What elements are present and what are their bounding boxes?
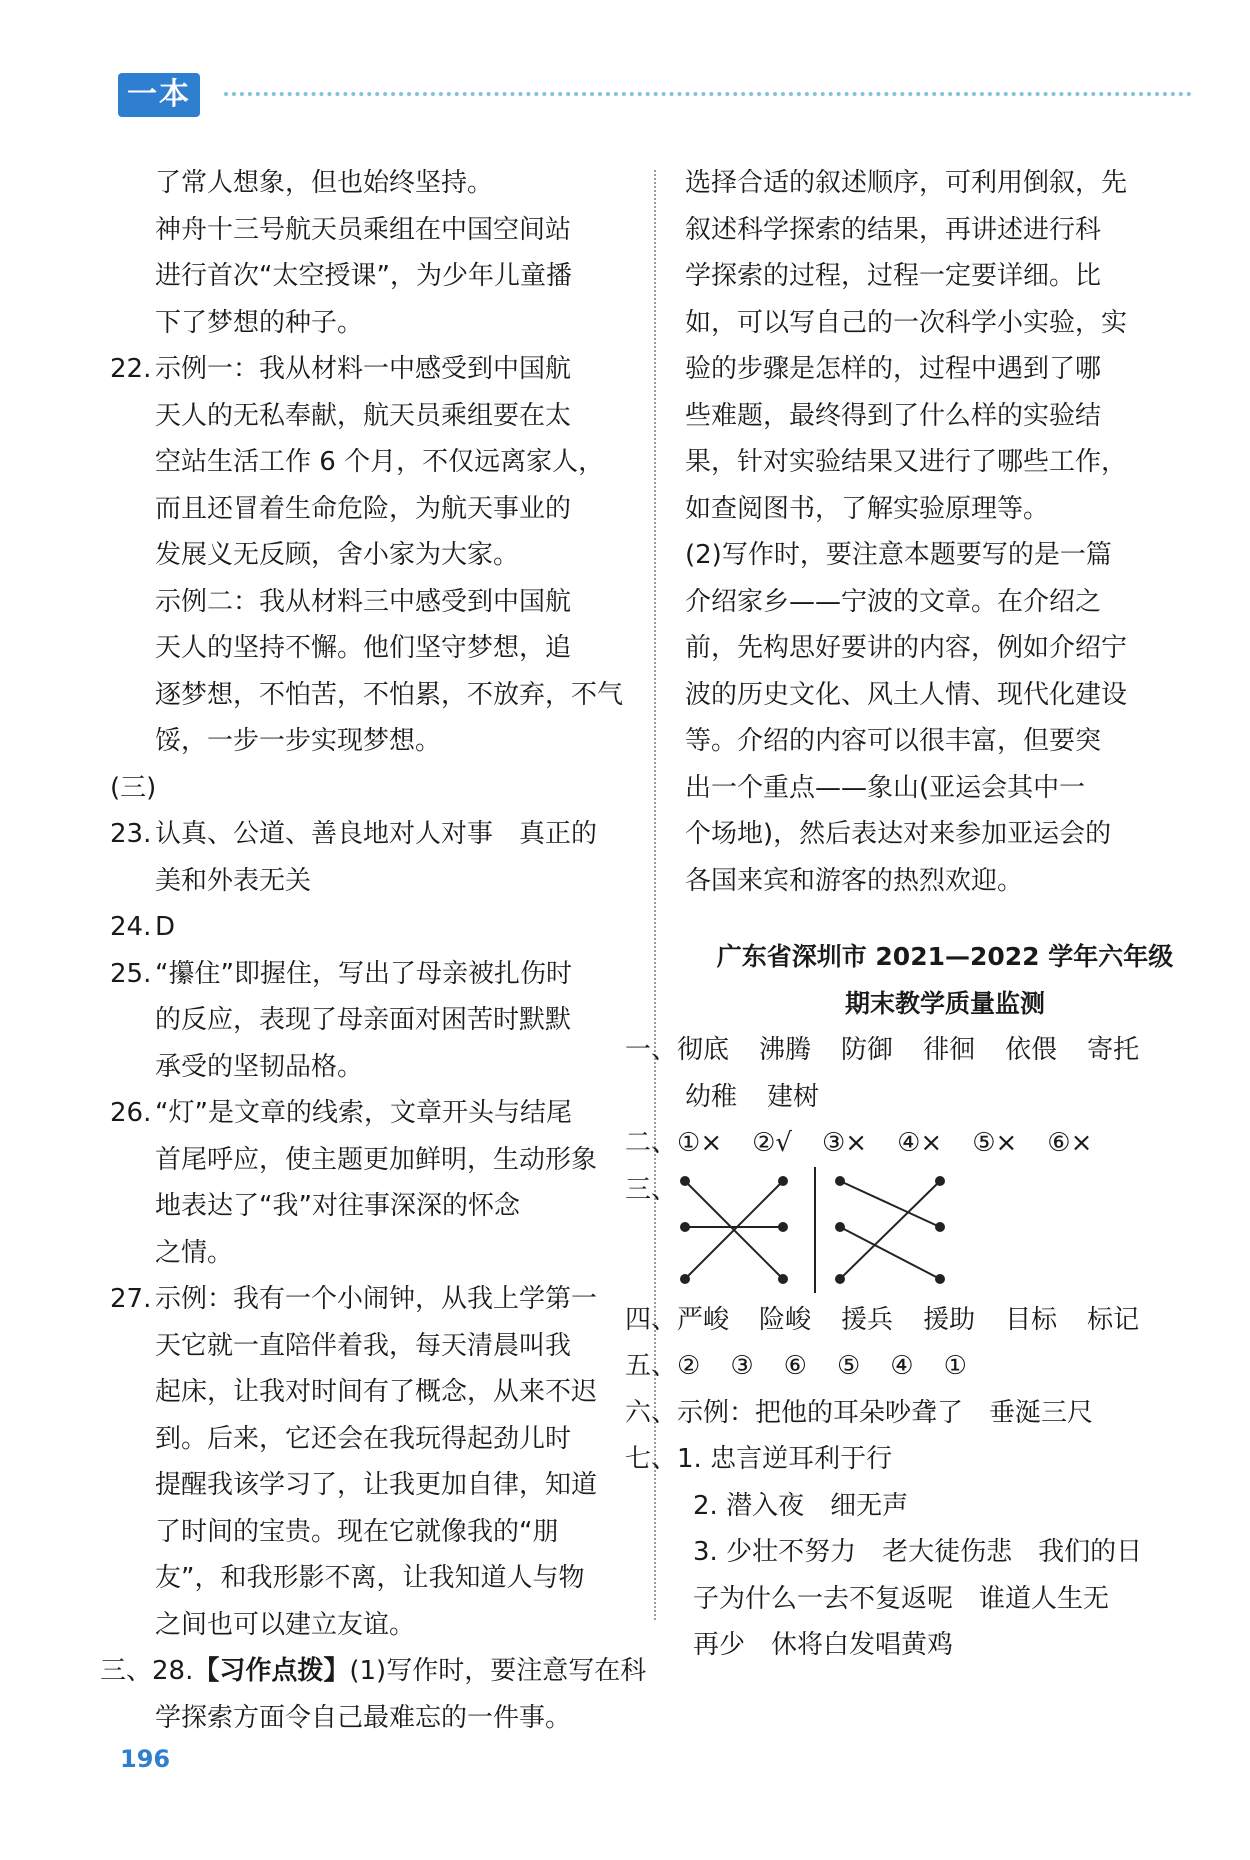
text-line xyxy=(110,1183,635,1230)
section-subtitle: 期末教学质量监测 xyxy=(844,988,1045,1018)
text-line xyxy=(110,997,635,1044)
text-line: 前，先构思好要讲的内容，例如介绍宁 xyxy=(685,633,1128,663)
answer-item: 援助 xyxy=(923,1304,976,1335)
text-line: 出一个重点——象山(亚运会其中一 xyxy=(685,772,1086,803)
line-text: (1)写作时，要注意写在科 xyxy=(349,1656,647,1686)
text-line: 个场地)，然后表达对来参加亚运会的 xyxy=(685,819,1112,849)
text-line xyxy=(110,718,635,765)
answer-item: 援兵 xyxy=(841,1304,894,1335)
answer-item: ③ xyxy=(730,1351,754,1381)
header-dotted-rule xyxy=(224,92,1192,96)
text-line xyxy=(110,1369,635,1416)
line-text: “攥住”即握住，写出了母亲被扎伤时 xyxy=(155,958,572,989)
text-line: 些难题，最终得到了什么样的实验结 xyxy=(685,400,1102,431)
answer-item: 徘徊 xyxy=(923,1035,976,1065)
text-line xyxy=(110,300,635,347)
answer-q7-3-cont: 子为什么一去不复返呢 谁道人生无 xyxy=(693,1583,1110,1614)
text-line: 叙述科学探索的结果，再讲述进行科 xyxy=(685,214,1102,245)
text-line xyxy=(110,1323,635,1370)
answer-item: ③× xyxy=(822,1128,868,1158)
line-text: 下了梦想的种子。 xyxy=(155,307,364,338)
text-line xyxy=(110,486,635,533)
line-text: 美和外表无关 xyxy=(155,865,312,896)
question-number: 三、28. xyxy=(100,1656,194,1686)
writing-tip-label: 【习作点拨】 xyxy=(193,1656,350,1686)
logo: 一本 xyxy=(118,73,200,117)
line-text: 到。后来，它还会在我玩得起劲儿时 xyxy=(155,1423,572,1454)
text-line xyxy=(110,625,635,672)
line-text: 了时间的宝贵。现在它就像我的“朋 xyxy=(155,1516,559,1547)
answer-item: 严峻 xyxy=(677,1304,730,1335)
text-line: 验的步骤是怎样的，过程中遇到了哪 xyxy=(685,354,1102,384)
line-text: 空站生活工作 6 个月，不仅远离家人， xyxy=(155,447,605,477)
line-text: 发展义无反顾，舍小家为大家。 xyxy=(155,540,520,570)
text-line xyxy=(110,1137,635,1184)
text-line xyxy=(110,1090,635,1137)
match-line xyxy=(840,1227,940,1279)
text-line: 果，针对实验结果又进行了哪些工作， xyxy=(685,447,1128,477)
text-line xyxy=(110,579,635,626)
text-line xyxy=(110,1462,635,1509)
section-title: 广东省深圳市 2021—2022 学年六年级 xyxy=(716,942,1174,971)
question-number: 23. xyxy=(110,819,152,849)
text-line: 各国来宾和游客的热烈欢迎。 xyxy=(685,865,1024,896)
match-dot xyxy=(779,1177,787,1185)
line-text: 之情。 xyxy=(155,1237,234,1268)
answer-q4: 四、严峻 险峻 援兵 援助 目标 标记 xyxy=(625,1297,1205,1344)
text-line xyxy=(110,393,635,440)
line-text: 馁，一步一步实现梦想。 xyxy=(155,726,442,756)
text-line xyxy=(110,532,635,579)
match-dot xyxy=(936,1275,944,1283)
answer-item: 防御 xyxy=(841,1035,894,1065)
question-number: 26. xyxy=(110,1098,152,1128)
match-line xyxy=(840,1181,940,1279)
line-text: 进行首次“太空授课”，为少年儿童播 xyxy=(155,261,572,291)
match-dot xyxy=(681,1275,689,1283)
line-text: 示例：我有一个小闹钟，从我上学第一 xyxy=(155,1284,598,1314)
answer-q7-2: 2. 潜入夜 细无声 xyxy=(693,1490,909,1521)
answer-q6: 六、示例：把他的耳朵吵聋了 垂涎三尺 xyxy=(625,1397,1094,1428)
answer-item: 寄托 xyxy=(1087,1035,1140,1065)
answer-q5: 五、② ③ ⑥ ⑤ ④ ① xyxy=(625,1343,1205,1390)
answer-q1: 一、彻底 沸腾 防御 徘徊 依偎 寄托 xyxy=(625,1027,1205,1074)
answer-q7-1: 七、1. 忠言逆耳利于行 xyxy=(625,1444,893,1474)
line-text: 天它就一直陪伴着我，每天清晨叫我 xyxy=(155,1330,572,1361)
left-column xyxy=(100,160,647,1741)
match-dot xyxy=(936,1223,944,1231)
line-text: 首尾呼应，使主题更加鲜明，生动形象 xyxy=(155,1144,598,1175)
question-number: 25. xyxy=(110,958,152,989)
answer-item: 依偎 xyxy=(1005,1035,1058,1065)
line-text: 天人的无私奉献，航天员乘组要在太 xyxy=(155,400,572,431)
text-line xyxy=(110,951,635,998)
answer-item: ①× xyxy=(677,1128,723,1158)
line-text: 友”，和我形影不离，让我知道人与物 xyxy=(155,1563,585,1593)
text-line xyxy=(110,1555,635,1602)
answer-item: 沸腾 xyxy=(759,1035,812,1065)
answer-q1-cont xyxy=(685,1074,1205,1121)
answer-item: 幼稚 xyxy=(685,1081,738,1112)
line-text: 示例一：我从材料一中感受到中国航 xyxy=(155,354,572,384)
line-text: 提醒我该学习了，让我更加自律，知道 xyxy=(155,1470,598,1500)
line-text: 承受的坚韧品格。 xyxy=(155,1051,364,1082)
match-dot xyxy=(836,1177,844,1185)
answer-item: 彻底 xyxy=(677,1035,730,1065)
text-line xyxy=(110,904,635,951)
text-line xyxy=(110,1276,635,1323)
line-text: 的反应，表现了母亲面对困苦时默默 xyxy=(155,1005,572,1035)
line-text: 而且还冒着生命危险，为航天事业的 xyxy=(155,493,572,524)
matching-lines-diagram xyxy=(625,1167,985,1297)
text-line xyxy=(110,858,635,905)
text-line: 学探索方面令自己最难忘的一件事。 xyxy=(155,1702,572,1733)
line-text: “灯”是文章的线索，文章开头与结尾 xyxy=(155,1098,572,1128)
answer-item: ② xyxy=(677,1351,701,1381)
text-line: 如查阅图书，了解实验原理等。 xyxy=(685,493,1050,524)
text-line: 如，可以写自己的一次科学小实验，实 xyxy=(685,307,1128,338)
question-number: 22. xyxy=(110,354,152,384)
match-dot xyxy=(936,1177,944,1185)
text-line xyxy=(110,1416,635,1463)
answer-q2: 二、①× ②√ ③× ④× ⑤× ⑥× xyxy=(625,1120,1205,1167)
text-line xyxy=(110,811,635,858)
line-text: 了常人想象，但也始终坚持。 xyxy=(155,168,494,198)
match-dot xyxy=(779,1223,787,1231)
text-line xyxy=(110,439,635,486)
text-line xyxy=(110,1044,635,1091)
page-number: 196 xyxy=(120,1745,171,1773)
line-text: 示例二：我从材料三中感受到中国航 xyxy=(155,586,572,617)
text-line: 学探索的过程，过程一定要详细。比 xyxy=(685,261,1102,291)
line-text: D xyxy=(155,912,176,942)
line-text: 神舟十三号航天员乘组在中国空间站 xyxy=(155,214,572,245)
line-text: 起床，让我对时间有了概念，从来不迟 xyxy=(155,1377,598,1407)
line-text: (三) xyxy=(110,772,157,803)
answer-q7-3: 3. 少壮不努力 老大徒伤悲 我们的日 xyxy=(693,1537,1143,1567)
answer-item: ① xyxy=(943,1351,967,1381)
answer-item: 险峻 xyxy=(759,1304,812,1335)
text-line: 选择合适的叙述顺序，可利用倒叙，先 xyxy=(685,168,1128,198)
match-dot xyxy=(836,1275,844,1283)
answer-item: ④ xyxy=(890,1351,914,1381)
answer-item: ④× xyxy=(897,1128,943,1158)
match-dot xyxy=(779,1275,787,1283)
text-line xyxy=(110,765,635,812)
question-number: 24. xyxy=(110,912,152,942)
answer-q28 xyxy=(100,1648,647,1695)
answer-item: ⑥ xyxy=(783,1351,807,1381)
match-dot xyxy=(681,1177,689,1185)
answer-item: ②√ xyxy=(752,1128,792,1158)
line-text: 认真、公道、善良地对人对事 真正的 xyxy=(155,819,598,849)
text-line xyxy=(110,346,635,393)
text-line xyxy=(110,207,635,254)
question-number: 27. xyxy=(110,1284,152,1314)
match-dot xyxy=(836,1223,844,1231)
text-line xyxy=(110,1509,635,1556)
answer-item: 建树 xyxy=(767,1081,820,1112)
match-dot xyxy=(681,1223,689,1231)
answer-q7-3-cont2: 再少 休将白发唱黄鸡 xyxy=(693,1630,954,1660)
line-text: 地表达了“我”对往事深深的怀念 xyxy=(155,1191,520,1221)
answer-item: 目标 xyxy=(1005,1304,1058,1335)
line-text: 天人的坚持不懈。他们坚守梦想，追 xyxy=(155,633,572,663)
answer-item: ⑥× xyxy=(1047,1128,1093,1158)
answer-item: ⑤× xyxy=(972,1128,1018,1158)
text-line xyxy=(110,160,635,207)
text-line: 等。介绍的内容可以很丰富，但要突 xyxy=(685,726,1102,756)
line-text: 逐梦想，不怕苦，不怕累，不放弃，不气 xyxy=(155,679,624,710)
text-line: 介绍家乡——宁波的文章。在介绍之 xyxy=(685,586,1102,617)
text-line xyxy=(110,672,635,719)
line-text: 之间也可以建立友谊。 xyxy=(155,1609,416,1640)
text-line xyxy=(110,1230,635,1277)
text-line xyxy=(110,253,635,300)
answer-item: 标记 xyxy=(1087,1304,1140,1335)
right-column xyxy=(625,160,1205,1669)
answer-item: ⑤ xyxy=(836,1351,861,1381)
text-line: 波的历史文化、风土人情、现代化建设 xyxy=(685,679,1128,710)
text-line: (2)写作时，要注意本题要写的是一篇 xyxy=(685,540,1112,570)
answer-q3-matching: 三、 xyxy=(625,1167,1205,1297)
text-line xyxy=(110,1602,635,1649)
match-line xyxy=(840,1181,940,1227)
